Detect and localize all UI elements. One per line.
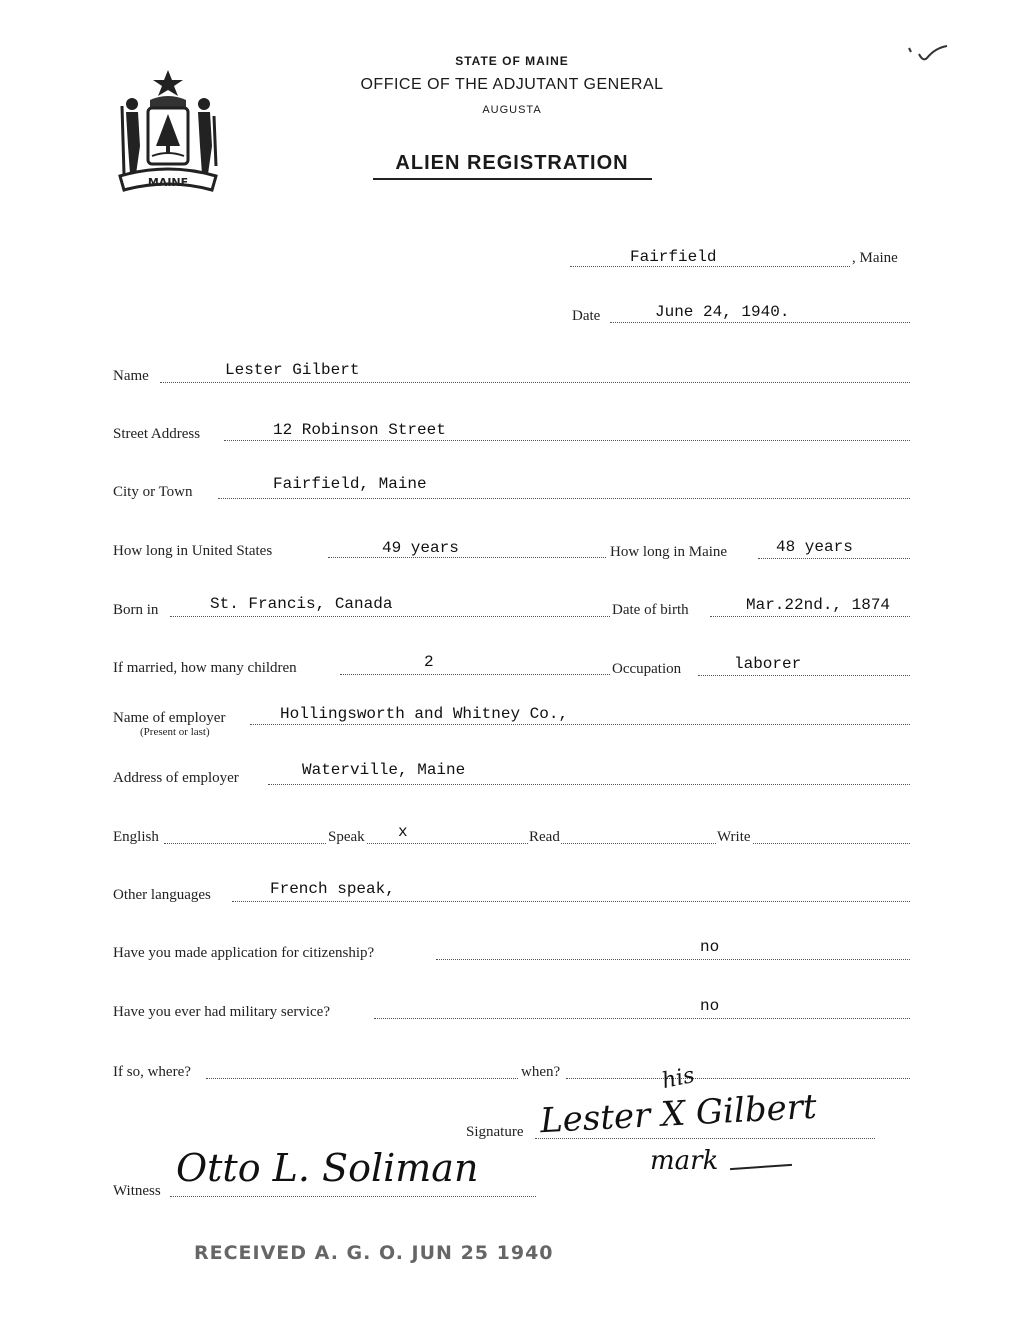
occupation-line xyxy=(698,675,910,676)
mark-underline xyxy=(730,1164,792,1170)
write-label: Write xyxy=(717,829,751,845)
speak-label: Speak xyxy=(328,829,365,845)
how-long-us-value: 49 years xyxy=(382,539,459,557)
born-in-line xyxy=(170,616,610,617)
witness-signature: Otto L. Soliman xyxy=(176,1146,479,1190)
citizenship-line xyxy=(436,959,910,960)
city-heading: AUGUSTA xyxy=(482,104,542,116)
when-label: when? xyxy=(521,1064,561,1080)
office-heading: OFFICE OF THE ADJUTANT GENERAL xyxy=(360,76,664,93)
speak-value: x xyxy=(398,823,408,841)
form-title: ALIEN REGISTRATION xyxy=(395,152,629,174)
city-label: City or Town xyxy=(113,484,193,500)
military-line xyxy=(374,1018,910,1019)
employer-value: Hollingsworth and Whitney Co., xyxy=(280,705,569,723)
name-line xyxy=(160,382,910,383)
place-suffix: , Maine xyxy=(852,250,898,266)
street-address-line xyxy=(224,440,910,441)
born-in-label: Born in xyxy=(113,602,159,618)
title-underline xyxy=(373,178,652,180)
how-long-maine-label: How long in Maine xyxy=(610,544,728,560)
state-heading: STATE OF MAINE xyxy=(455,54,569,68)
received-stamp: RECEIVED A. G. O. JUN 25 1940 xyxy=(194,1242,554,1264)
english-label: English xyxy=(113,829,159,845)
where-label: If so, where? xyxy=(113,1064,191,1080)
place-line xyxy=(570,266,850,267)
citizenship-value: no xyxy=(700,938,720,956)
signature-value: Lester X Gilbert xyxy=(539,1086,818,1142)
how-long-maine-line xyxy=(758,558,910,559)
read-label: Read xyxy=(529,829,560,845)
occupation-label: Occupation xyxy=(612,661,682,677)
how-long-us-label: How long in United States xyxy=(113,543,273,559)
military-value: no xyxy=(700,997,720,1015)
svg-text:MAINE: MAINE xyxy=(147,176,189,189)
other-languages-value: French speak, xyxy=(270,880,395,898)
children-line xyxy=(340,674,610,675)
employer-sublabel: (Present or last) xyxy=(140,726,210,738)
date-of-birth-label: Date of birth xyxy=(612,602,689,618)
name-value: Lester Gilbert xyxy=(225,361,360,379)
born-in-value: St. Francis, Canada xyxy=(210,595,393,613)
street-address-value: 12 Robinson Street xyxy=(273,421,446,439)
children-value: 2 xyxy=(424,653,434,671)
occupation-value: laborer xyxy=(734,655,802,673)
place-value: Fairfield xyxy=(630,248,717,266)
city-value: Fairfield, Maine xyxy=(273,475,427,493)
citizenship-label: Have you made application for citizenship? xyxy=(113,945,375,961)
date-label: Date xyxy=(572,308,601,324)
how-long-us-line xyxy=(328,557,606,558)
how-long-maine-value: 48 years xyxy=(776,538,853,556)
date-line xyxy=(610,322,910,323)
witness-label: Witness xyxy=(113,1183,161,1199)
date-value: June 24, 1940. xyxy=(655,303,790,321)
witness-line xyxy=(170,1196,536,1197)
name-label: Name xyxy=(113,368,149,384)
signature-mark: mark xyxy=(650,1146,719,1176)
children-label: If married, how many children xyxy=(113,660,297,676)
military-label: Have you ever had military service? xyxy=(113,1004,330,1020)
employer-address-value: Waterville, Maine xyxy=(302,761,466,779)
date-of-birth-line xyxy=(710,616,910,617)
city-line xyxy=(218,498,910,499)
signature-label: Signature xyxy=(466,1124,524,1140)
other-languages-label: Other languages xyxy=(113,887,211,903)
employer-label: Name of employer xyxy=(113,710,226,726)
employer-address-line xyxy=(268,784,910,785)
signature-his: his xyxy=(659,1062,697,1095)
other-languages-line xyxy=(232,901,910,902)
date-of-birth-value: Mar.22nd., 1874 xyxy=(746,596,891,614)
when-line xyxy=(566,1078,910,1079)
where-line xyxy=(206,1078,518,1079)
employer-address-label: Address of employer xyxy=(113,770,239,786)
street-address-label: Street Address xyxy=(113,426,201,442)
employer-line xyxy=(250,724,910,725)
